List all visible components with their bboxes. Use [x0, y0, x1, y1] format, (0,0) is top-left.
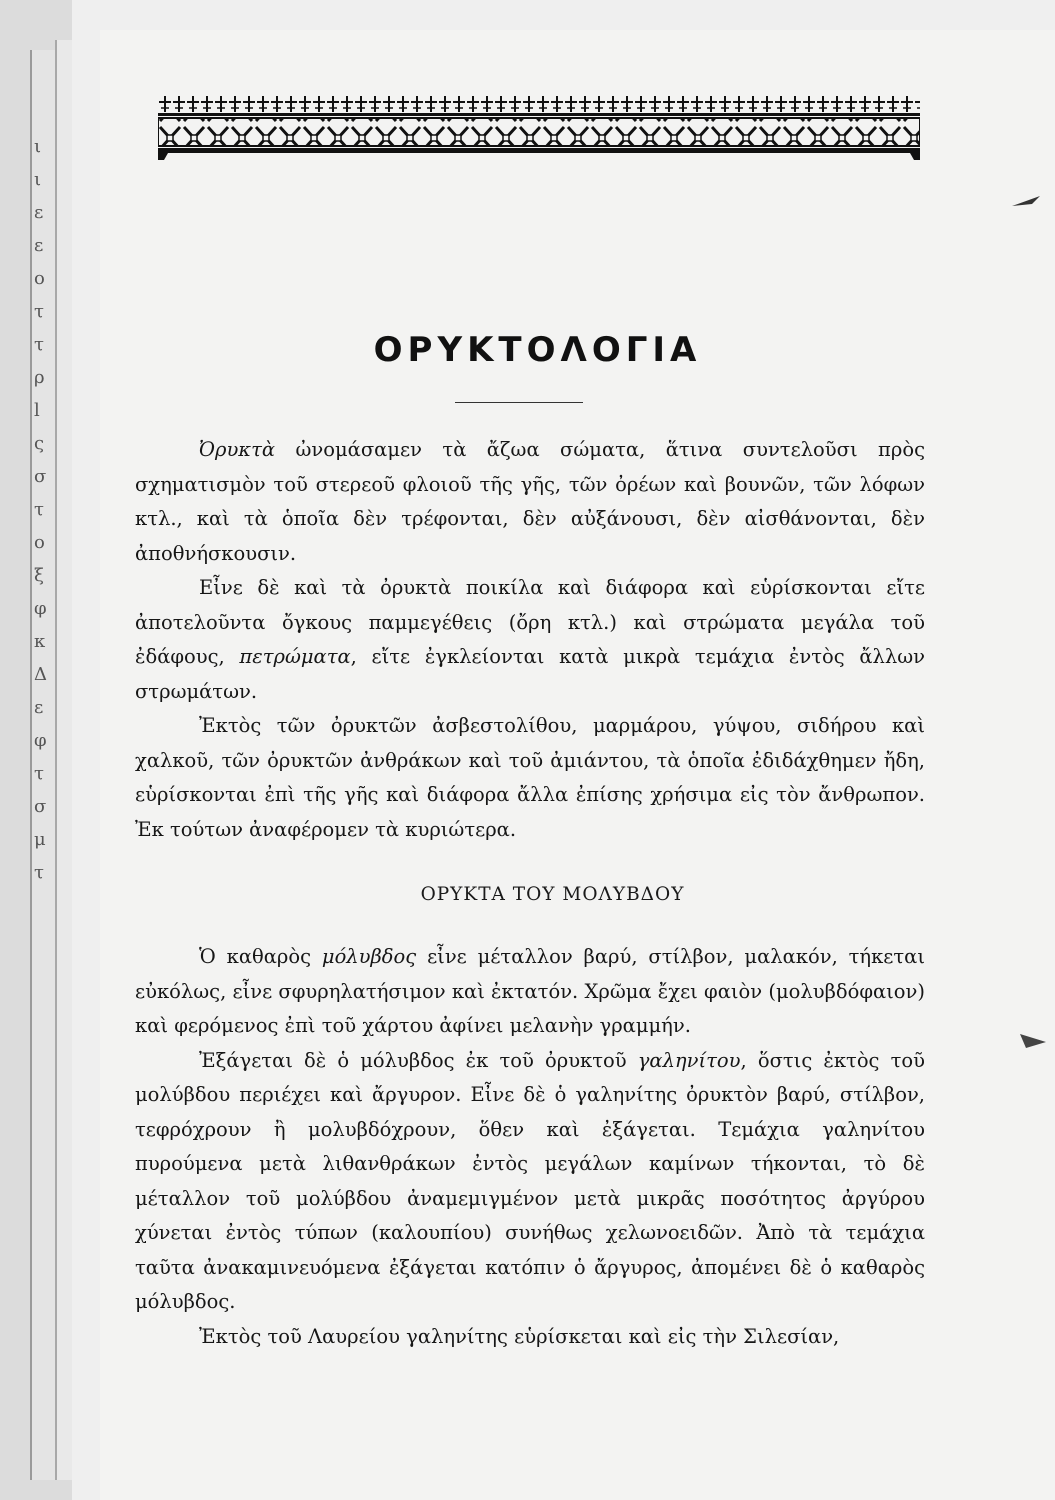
adjacent-page-letter: κ [34, 631, 46, 652]
adjacent-page-letter: ξ [34, 565, 44, 586]
adjacent-page-letter: τ [34, 499, 44, 520]
emphasis-term: πετρώματα [239, 645, 351, 668]
adjacent-page-letter: ι [34, 136, 42, 157]
emphasis-term: γαληνίτου [637, 1048, 741, 1072]
adjacent-page-letter: ο [34, 532, 45, 553]
adjacent-page-letter: φ [34, 730, 47, 751]
adjacent-page-letter: φ [34, 598, 47, 619]
adjacent-page-letter: τ [34, 334, 44, 355]
paragraph: Ἐκτὸς τοῦ Λαυρείου γαληνίτης εὑρίσκεται καὶ εἰς τὴν Σιλεσίαν, [199, 1324, 840, 1348]
adjacent-page-letter: ε [34, 202, 44, 223]
paragraph: Ἐξάγεται δὲ ὁ μόλυβδος ἐκ τοῦ ὀρυκτοῦ γαληνίτου, ὅστις ἐκτὸς τοῦ μολύβδου περιέχει καὶ ἄργυρον. Εἶνε δὲ ὁ γαληνίτης ὀρυκτὸν βαρύ, στίλβον, τεφρόχρουν ἢ μολυβδόχρουν, ὅθεν καὶ ἐξάγεται. Τεμάχια γαληνίτου πυρούμενα μετὰ λιθανθράκων ἐντὸς μεγάλων καμίνων τήκονται, τὸ δὲ μέταλλον τοῦ μολύβδου ἀναμεμιγμένον μετὰ μικρᾶς ποσότητος ἀργύρου χύνεται ἐντὸς τύπων (καλουπίου) συνήθως χελωνοειδῶν. Ἀπὸ τὰ τεμάχια ταῦτα ἀνακαμινευόμενα ἐξάγεται κατόπιν ὁ ἄργυρος, ἀπομένει δὲ ὁ καθαρὸς μόλυβδος. [135, 1048, 925, 1313]
page-title: ΟΡΥΚΤΟΛΟΓΙΑ [373, 330, 702, 370]
margin-mark [1018, 1030, 1048, 1052]
adjacent-page-letter: σ [34, 796, 47, 817]
emphasis-term: Ὀρυκτὰ [199, 438, 276, 461]
emphasis-term: μόλυβδος [321, 945, 417, 968]
paragraph: Ἐκτὸς τῶν ὀρυκτῶν ἀσβεστολίθου, μαρμάρου, γύψου, σιδήρου καὶ χαλκοῦ, τῶν ὀρυκτῶν ἀνθράκων καὶ τοῦ ἀμιάντου, τὰ ὁποῖα ἐδιδάχθημεν ἤδη, εὑρίσκονται ἐπὶ τῆς γῆς καὶ διάφορα ἄλλα ἐπίσης χρήσιμα εἰς τὸν ἄνθρωπον. Ἐκ τούτων ἀναφέρομεν τὰ κυριώτερα. [135, 714, 925, 841]
paragraph: Εἶνε δὲ καὶ τὰ ὀρυκτὰ ποικίλα καὶ διάφορα καὶ εὑρίσκονται εἴτε ἀποτελοῦντα ὄγκους παμμεγέθεις (ὄρη κτλ.) καὶ στρώματα μεγάλα τοῦ ἐδάφους, πετρώματα, εἴτε ἐγκλείονται κατὰ μικρὰ τεμάχια ἐντὸς ἄλλων στρωμάτων. [135, 576, 925, 703]
adjacent-page-letter: ς [34, 433, 45, 454]
ornamental-header-band [158, 96, 920, 164]
adjacent-page-letter: σ [34, 466, 47, 487]
adjacent-page-letter: ε [34, 697, 44, 718]
intro-text [135, 433, 925, 847]
section-text [135, 940, 925, 1354]
adjacent-page-letter: τ [34, 301, 44, 322]
title-underline [455, 402, 583, 403]
adjacent-page-letter: τ [34, 862, 44, 883]
adjacent-page-letter: Δ [34, 664, 47, 685]
adjacent-page-letters [34, 130, 56, 889]
adjacent-page-letter: ρ [34, 367, 45, 388]
adjacent-page-letter: μ [34, 829, 46, 850]
adjacent-page-letter: ι [34, 169, 42, 190]
adjacent-page-letter: τ [34, 763, 44, 784]
margin-mark [1010, 190, 1044, 214]
paragraph: Ὁ καθαρὸς μόλυβδος εἶνε μέταλλον βαρύ, στίλβον, μαλακόν, τήκεται εὐκόλως, εἶνε σφυρηλατήσιμον καὶ ἐκτατόν. Χρῶμα ἔχει φαιὸν (μολυβδόφαιον) καὶ φερόμενος ἐπὶ τοῦ χάρτου ἀφίνει μελανὴν γραμμήν. [135, 945, 926, 1037]
section-heading: ΟΡΥΚΤΑ ΤΟΥ ΜΟΛΥΒΔΟΥ [420, 884, 685, 905]
adjacent-page-letter: ο [34, 268, 45, 289]
paragraph: Ὀρυκτὰ ὠνομάσαμεν τὰ ἄζωα σώματα, ἅτινα συντελοῦσι πρὸς σχηματισμὸν τοῦ στερεοῦ φλοιοῦ τῆς γῆς, τῶν ὀρέων καὶ βουνῶν, τῶν λόφων κτλ., καὶ τὰ ὁποῖα δὲν τρέφονται, δὲν αὐξάνουσι, δὲν αἰσθάνονται, δὲν ἀποθνήσκουσιν. [135, 438, 925, 565]
adjacent-page-letter: ε [34, 235, 44, 256]
adjacent-page-letter: l [34, 400, 40, 421]
